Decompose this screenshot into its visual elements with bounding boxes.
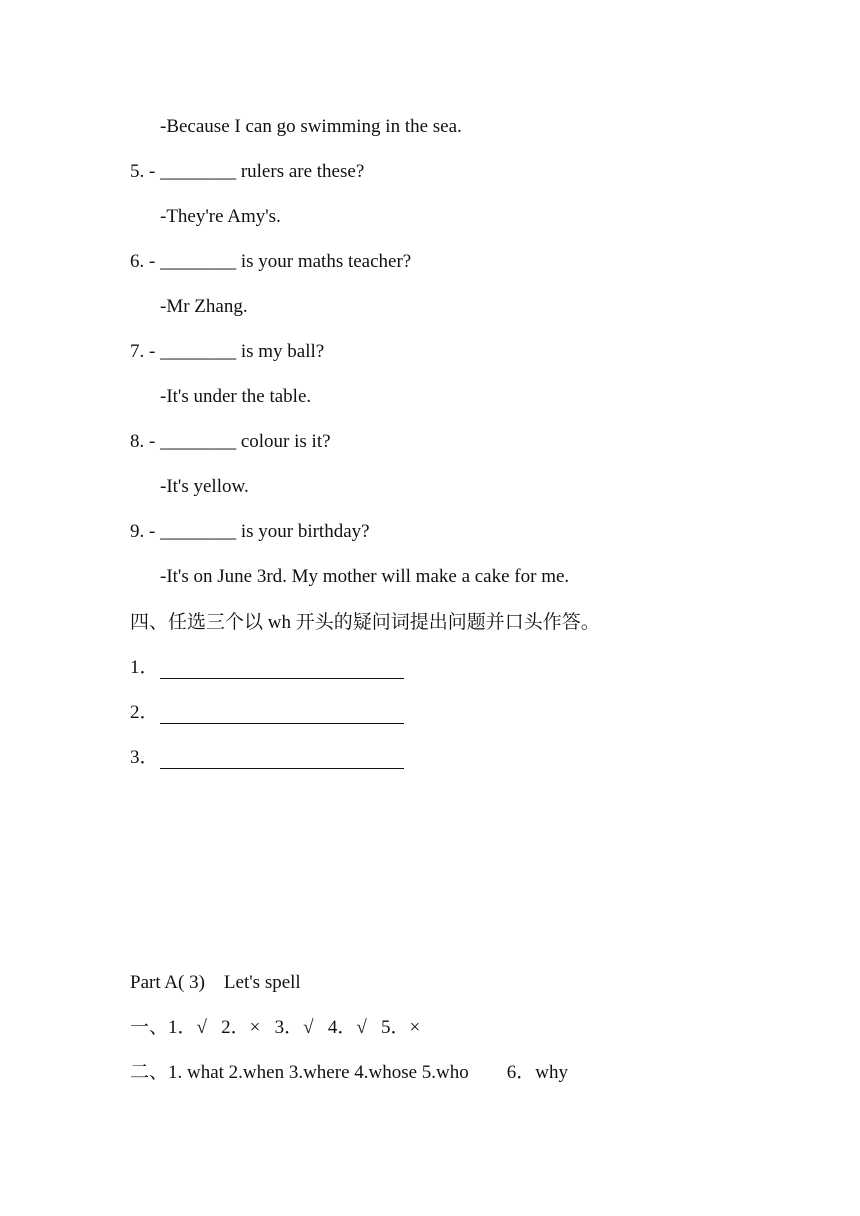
- q5-question: 5. - ________ rulers are these?: [130, 161, 365, 182]
- answer-key-line-1: 一、1．√ 2．× 3．√ 4．√ 5．×: [130, 1017, 421, 1038]
- q4-answer: -Because I can go swimming in the sea.: [160, 116, 462, 137]
- section4-item-number: 2．: [130, 702, 159, 723]
- answer-blank-line[interactable]: [160, 678, 404, 679]
- q9-answer: -It's on June 3rd. My mother will make a cake for me.: [160, 566, 570, 587]
- q6-question: 6. - ________ is your maths teacher?: [130, 251, 412, 272]
- q7-answer: -It's under the table.: [160, 386, 312, 407]
- answer-key-heading: Part A( 3) Let's spell: [130, 972, 301, 993]
- answer-blank-line[interactable]: [160, 768, 404, 769]
- q5-answer: -They're Amy's.: [160, 206, 281, 227]
- section4-item-number: 3．: [130, 747, 159, 768]
- q9-question: 9. - ________ is your birthday?: [130, 521, 370, 542]
- q8-question: 8. - ________ colour is it?: [130, 431, 331, 452]
- section4-title: 四、任选三个以 wh 开头的疑问词提出问题并口头作答。: [130, 612, 600, 633]
- q8-answer: -It's yellow.: [160, 476, 249, 497]
- q6-answer: -Mr Zhang.: [160, 296, 248, 317]
- answer-blank-line[interactable]: [160, 723, 404, 724]
- section4-item-number: 1．: [130, 657, 159, 678]
- q7-question: 7. - ________ is my ball?: [130, 341, 325, 362]
- answer-key-line-2: 二、1. what 2.when 3.where 4.whose 5.who 6．why: [130, 1062, 568, 1083]
